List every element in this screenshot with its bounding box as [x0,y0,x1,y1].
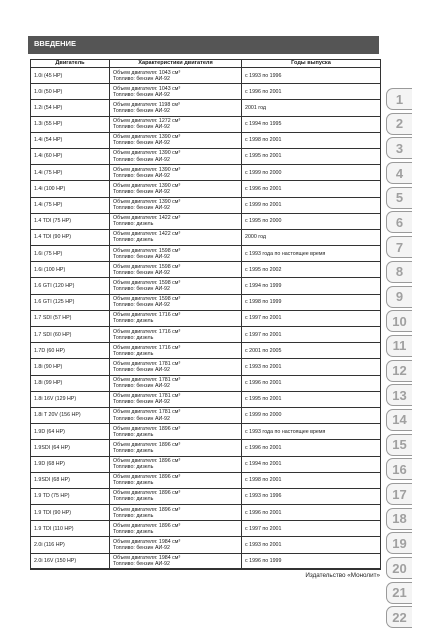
engine-volume-text: Объем двигателя: 1043 см³ [113,69,181,76]
engine-cell: 1.4i (54 HP) [31,132,110,148]
years-cell: с 1996 по 2001 [242,375,381,391]
engine-volume-text: Объем двигателя: 1781 см³ [113,393,181,400]
characteristics-cell [110,391,242,407]
characteristics-cell [110,148,242,164]
years-cell: с 1993 по 2001 [242,359,381,375]
years-cell: с 1995 по 2001 [242,148,381,164]
characteristics-cell [110,165,242,181]
chapter-tab[interactable]: 19 [386,532,412,554]
engine-volume-text: Объем двигателя: 1896 см³ [113,490,181,497]
chapter-tab[interactable]: 11 [386,335,412,357]
characteristics-cell [110,132,242,148]
chapter-tab-strip [386,88,412,631]
engine-cell: 1.8i 16V (129 HP) [31,391,110,407]
years-cell: с 1999 по 2000 [242,165,381,181]
engine-cell: 2.0i 16V (150 HP) [31,553,110,569]
fuel-type-text: Топливо: дизель [113,512,154,519]
characteristics-cell [110,456,242,472]
engine-volume-text: Объем двигателя: 1984 см³ [113,555,181,562]
fuel-type-text: Топливо: дизель [113,496,154,503]
characteristics-cell [110,375,242,391]
fuel-type-text: Топливо: бензин АИ-92 [113,269,170,276]
engine-volume-text: Объем двигателя: 1896 см³ [113,458,181,464]
engine-volume-text: Объем двигателя: 1716 см³ [113,344,181,351]
chapter-tab[interactable]: 15 [386,434,412,456]
table-row [31,375,381,391]
characteristics-cell [110,472,242,488]
engine-volume-text: Объем двигателя: 1781 см³ [113,409,181,416]
table-row [31,505,381,521]
characteristics-cell [110,310,242,326]
engine-cell: 1.4 TDI (90 HP) [31,229,110,245]
engine-volume-text: Объем двигателя: 1272 см³ [113,118,181,125]
fuel-type-text: Топливо: дизель [113,221,154,228]
engine-cell: 1.4i (60 HP) [31,148,110,164]
years-cell: с 1993 по 2001 [242,537,381,553]
characteristics-cell [110,521,242,537]
characteristics-cell [110,262,242,278]
table-row [31,553,381,569]
years-cell: с 1993 года по настоящее время [242,424,381,440]
chapter-tab[interactable]: 9 [386,286,412,308]
fuel-type-text: Топливо: бензин АИ-92 [113,107,170,114]
engine-cell: 1.6 GTI (125 HP) [31,294,110,310]
table-row [31,407,381,423]
engine-cell: 1.8i (99 HP) [31,375,110,391]
fuel-type-text: Топливо: бензин АИ-92 [113,545,170,552]
engine-cell: 1.4i (100 HP) [31,181,110,197]
fuel-type-text: Топливо: дизель [113,431,154,438]
engine-cell: 1.9SDI (64 HP) [31,440,110,456]
table-row [31,100,381,116]
engine-cell: 1.7 SDI (57 HP) [31,310,110,326]
chapter-tab[interactable]: 16 [386,458,412,480]
chapter-tab[interactable]: 6 [386,211,412,233]
years-cell: с 1995 по 2000 [242,213,381,229]
characteristics-cell [110,407,242,423]
table-row [31,424,381,440]
years-cell: с 1993 по 1996 [242,68,381,84]
fuel-type-text: Топливо: дизель [113,528,154,535]
table-row [31,165,381,181]
years-cell: с 1994 по 2001 [242,456,381,472]
characteristics-cell [110,68,242,84]
engine-volume-text: Объем двигателя: 1598 см³ [113,279,181,286]
table-row [31,294,381,310]
years-cell: с 1996 по 2001 [242,440,381,456]
fuel-type-text: Топливо: бензин АИ-92 [113,253,170,260]
column-header-characteristics: Характеристики двигателя [110,60,242,68]
footer-divider [30,568,380,569]
table-row [31,116,381,132]
fuel-type-text: Топливо: бензин АИ-92 [113,366,170,373]
fuel-type-text: Топливо: бензин АИ-92 [113,156,170,163]
years-cell: с 1998 по 2001 [242,132,381,148]
characteristics-cell [110,537,242,553]
engine-volume-text: Объем двигателя: 1390 см³ [113,199,181,205]
engine-cell: 1.3i (55 HP) [31,116,110,132]
years-cell: с 1996 по 2001 [242,84,381,100]
characteristics-cell [110,359,242,375]
engine-cell: 1.0i (50 HP) [31,84,110,100]
characteristics-cell [110,424,242,440]
engine-cell: 1.0i (45 HP) [31,68,110,84]
fuel-type-text: Топливо: бензин АИ-92 [113,91,170,98]
characteristics-cell [110,327,242,343]
table-row [31,262,381,278]
chapter-tab[interactable]: 1 [386,88,412,110]
column-header-engine: Двигатель [31,60,110,68]
engine-cell: 1.9 TDI (110 HP) [31,521,110,537]
table-row [31,488,381,504]
table-row [31,68,381,84]
table-row [31,197,381,213]
fuel-type-text: Топливо: дизель [113,480,154,487]
table-row [31,391,381,407]
engine-cell: 2.0i (116 HP) [31,537,110,553]
years-cell: с 1996 по 2001 [242,181,381,197]
table-header-row [31,60,381,68]
years-cell: 2001 год [242,100,381,116]
chapter-tab[interactable]: 17 [386,483,412,505]
fuel-type-text: Топливо: дизель [113,464,154,471]
table-row [31,456,381,472]
engine-volume-text: Объем двигателя: 1598 см³ [113,263,181,270]
years-cell: с 1993 года по настоящее время [242,246,381,262]
table-row [31,229,381,245]
characteristics-cell [110,229,242,245]
chapter-tab[interactable]: 4 [386,162,412,184]
years-cell: с 1999 по 2000 [242,407,381,423]
years-cell: с 1998 по 2001 [242,472,381,488]
engine-cell: 1.4 TDI (75 HP) [31,213,110,229]
table-row [31,132,381,148]
fuel-type-text: Топливо: бензин АИ-92 [113,383,170,390]
table-row [31,327,381,343]
fuel-type-text: Топливо: бензин АИ-92 [113,302,170,309]
engine-cell: 1.8i (90 HP) [31,359,110,375]
characteristics-cell [110,100,242,116]
characteristics-cell [110,440,242,456]
fuel-type-text: Топливо: дизель [113,318,154,325]
engine-cell: 1.9 TD (75 HP) [31,488,110,504]
years-cell: с 1996 по 1999 [242,553,381,569]
engine-volume-text: Объем двигателя: 1781 см³ [113,377,181,384]
chapter-tab[interactable]: 12 [386,360,412,382]
table-row [31,521,381,537]
chapter-tab[interactable]: 21 [386,582,412,604]
fuel-type-text: Топливо: бензин АИ-92 [113,561,170,568]
characteristics-cell [110,294,242,310]
engine-volume-text: Объем двигателя: 1984 см³ [113,538,181,545]
chapter-tab[interactable]: 13 [386,384,412,406]
engine-cell: 1.6 GTI (120 HP) [31,278,110,294]
fuel-type-text: Топливо: бензин АИ-92 [113,415,170,422]
characteristics-cell [110,553,242,569]
table-row [31,343,381,359]
characteristics-cell [110,213,242,229]
engine-volume-text: Объем двигателя: 1716 см³ [113,328,181,335]
engine-cell: 1.7D (60 HP) [31,343,110,359]
characteristics-cell [110,181,242,197]
years-cell: с 1997 по 2001 [242,521,381,537]
engine-volume-text: Объем двигателя: 1390 см³ [113,166,181,173]
years-cell: с 1994 по 1995 [242,116,381,132]
engine-spec-table [30,59,381,570]
characteristics-cell [110,505,242,521]
table-row [31,278,381,294]
engine-volume-text: Объем двигателя: 1390 см³ [113,150,181,157]
years-cell: с 1996 по 2001 [242,505,381,521]
chapter-tab[interactable]: 3 [386,137,412,159]
engine-cell: 1.9 TDI (90 HP) [31,505,110,521]
section-title: ВВЕДЕНИЕ [34,39,76,48]
engine-cell: 1.2i (54 HP) [31,100,110,116]
table-row [31,537,381,553]
engine-volume-text: Объем двигателя: 1781 см³ [113,360,181,367]
engine-cell: 1.9SDI (68 HP) [31,472,110,488]
fuel-type-text: Топливо: бензин АИ-92 [113,75,170,82]
years-cell: с 2001 по 2005 [242,343,381,359]
engine-volume-text: Объем двигателя: 1390 см³ [113,182,181,189]
fuel-type-text: Топливо: дизель [113,334,154,341]
years-cell: с 1995 по 2002 [242,262,381,278]
engine-volume-text: Объем двигателя: 1716 см³ [113,312,181,319]
years-cell: с 1998 по 1999 [242,294,381,310]
engine-cell: 1.8i T 20V (156 HP) [31,407,110,423]
years-cell: с 1993 по 1996 [242,488,381,504]
table-row [31,148,381,164]
engine-cell: 1.6i (75 HP) [31,246,110,262]
years-cell: с 1994 по 1999 [242,278,381,294]
fuel-type-text: Топливо: бензин АИ-92 [113,124,170,131]
engine-cell: 1.9D (68 HP) [31,456,110,472]
characteristics-cell [110,197,242,213]
chapter-tab[interactable]: 22 [386,606,412,628]
engine-volume-text: Объем двигателя: 1598 см³ [113,247,181,254]
publisher-label: Издательство «Монолит» [305,572,380,579]
section-header-bar [28,36,379,54]
chapter-tab[interactable]: 7 [386,236,412,258]
characteristics-cell [110,488,242,504]
fuel-type-text: Топливо: дизель [113,350,154,357]
chapter-tab[interactable]: 14 [386,409,412,431]
engine-volume-text: Объем двигателя: 1422 см³ [113,215,181,222]
engine-volume-text: Объем двигателя: 1390 см³ [113,134,181,141]
column-header-years: Годы выпуска [242,60,381,68]
characteristics-cell [110,246,242,262]
chapter-tab[interactable]: 10 [386,310,412,332]
engine-volume-text: Объем двигателя: 1422 см³ [113,231,181,238]
fuel-type-text: Топливо: бензин АИ-92 [113,205,170,212]
engine-cell: 1.4i (75 HP) [31,165,110,181]
chapter-tab[interactable]: 18 [386,508,412,530]
engine-volume-text: Объем двигателя: 1896 см³ [113,474,181,481]
years-cell: 2000 год [242,229,381,245]
chapter-tab[interactable]: 5 [386,187,412,209]
fuel-type-text: Топливо: дизель [113,237,154,244]
table-row [31,181,381,197]
years-cell: с 1997 по 2001 [242,310,381,326]
table-row [31,84,381,100]
engine-cell: 1.4i (75 HP) [31,197,110,213]
engine-volume-text: Объем двигателя: 1598 см³ [113,296,181,303]
years-cell: с 1995 по 2001 [242,391,381,407]
engine-cell: 1.7 SDI (60 HP) [31,327,110,343]
engine-volume-text: Объем двигателя: 1896 см³ [113,441,181,448]
table-row [31,440,381,456]
engine-volume-text: Объем двигателя: 1896 см³ [113,506,181,513]
engine-volume-text: Объем двигателя: 1896 см³ [113,522,181,529]
table-row [31,310,381,326]
table-row [31,246,381,262]
engine-cell: 1.6i (100 HP) [31,262,110,278]
characteristics-cell [110,278,242,294]
characteristics-cell [110,343,242,359]
fuel-type-text: Топливо: дизель [113,447,154,454]
fuel-type-text: Топливо: бензин АИ-92 [113,172,170,179]
fuel-type-text: Топливо: бензин АИ-92 [113,188,170,195]
fuel-type-text: Топливо: бензин АИ-92 [113,399,170,406]
chapter-tab[interactable]: 20 [386,557,412,579]
characteristics-cell [110,84,242,100]
table-row [31,213,381,229]
table-row [31,359,381,375]
fuel-type-text: Топливо: бензин АИ-92 [113,286,170,293]
years-cell: с 1999 по 2001 [242,197,381,213]
table-row [31,472,381,488]
engine-cell: 1.9D (64 HP) [31,424,110,440]
fuel-type-text: Топливо: бензин АИ-92 [113,140,170,147]
chapter-tab[interactable]: 8 [386,261,412,283]
engine-volume-text: Объем двигателя: 1043 см³ [113,85,181,92]
chapter-tab[interactable]: 2 [386,113,412,135]
years-cell: с 1997 по 2001 [242,327,381,343]
engine-volume-text: Объем двигателя: 1198 см³ [113,101,180,108]
engine-volume-text: Объем двигателя: 1896 см³ [113,425,181,432]
characteristics-cell [110,116,242,132]
